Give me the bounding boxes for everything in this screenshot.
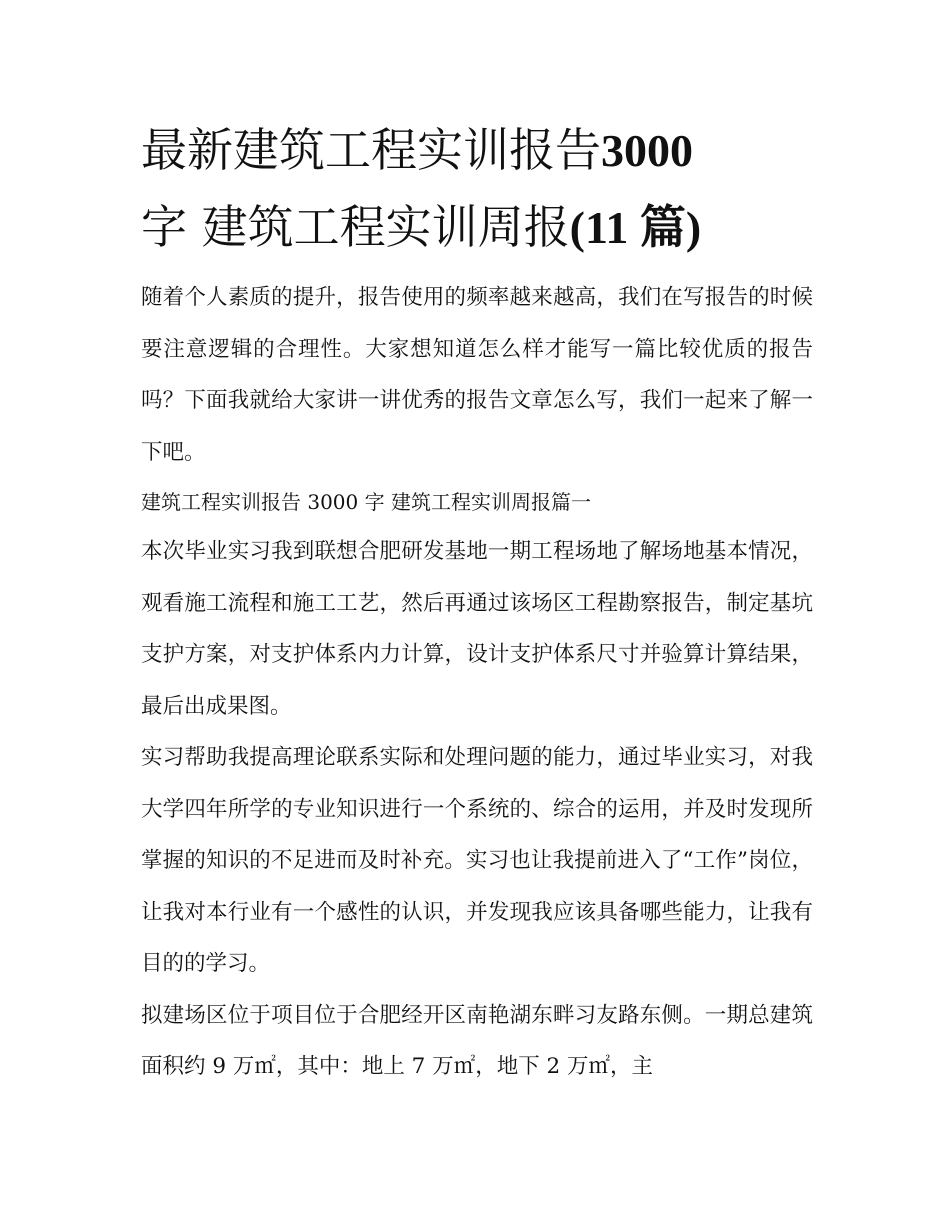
- title-text-2: 字 建筑工程实训周报: [141, 200, 570, 254]
- body-paragraph: 本次毕业实习我到联想合肥研发基地一期工程场地了解场地基本情况，观看施工流程和施工工艺，然后再通过该场区工程勘察报告，制定基坑支护方案，对支护体系内力计算，设计支护体系尺寸并验算计算结果，最后出成果图。: [141, 539, 813, 719]
- body-paragraph: 实习帮助我提高理论联系实际和处理问题的能力，通过毕业实习，对我大学四年所学的专业知识进行一个系统的、综合的运用，并及时发现所掌握的知识的不足进而及时补充。实习也让我提前进入了“工作”岗位，让我对本行业有一个感性的认识，并发现我应该具备哪些能力，让我有目的的学习。: [141, 745, 813, 976]
- intro-paragraph: 随着个人素质的提升，报告使用的频率越来越高，我们在写报告的时候要注意逻辑的合理性。大家想知道怎么样才能写一篇比较优质的报告吗？下面我就给大家讲一讲优秀的报告文章怎么写，我们一起来了解一下吧。: [141, 285, 813, 465]
- title-text-3: 篇): [628, 202, 702, 253]
- body-paragraph: 拟建场区位于项目位于合肥经开区南艳湖东畔习友路东侧。一期总建筑面积约 9 万㎡，其中：地上 7 万㎡，地下 2 万㎡，主: [141, 1002, 813, 1079]
- section-heading: 建筑工程实训报告 3000 字 建筑工程实训周报篇一: [141, 490, 591, 514]
- title-text-1: 最新建筑工程实训报告: [141, 123, 601, 177]
- document-page: [141, 112, 813, 1093]
- title-number-3000: 3000: [601, 125, 693, 176]
- title-number-11: (11: [569, 202, 629, 253]
- document-title: [141, 112, 813, 266]
